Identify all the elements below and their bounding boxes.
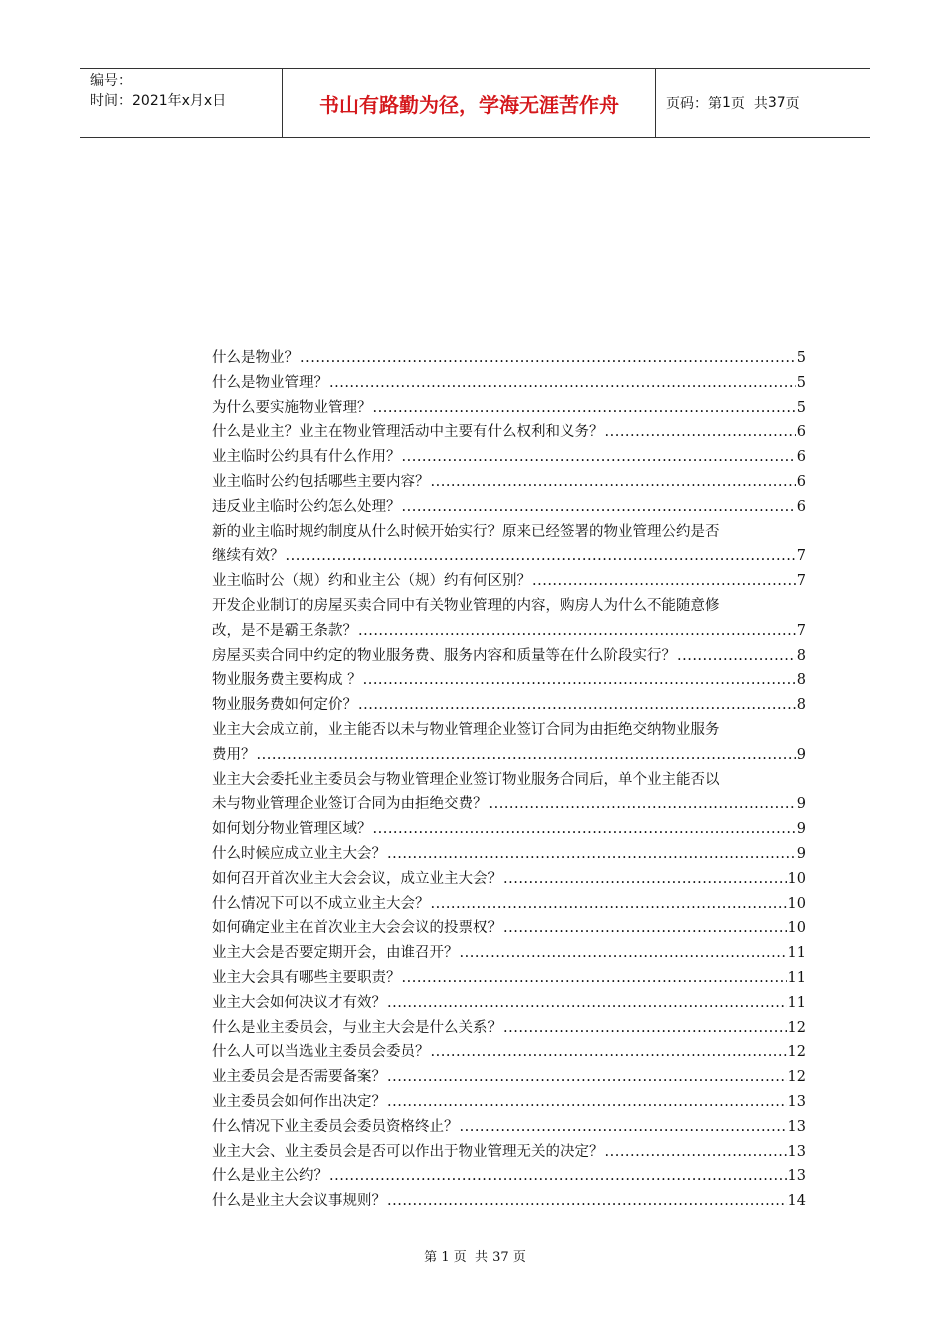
toc-entry-page: 9 — [796, 845, 806, 862]
toc-entry-title: 业主大会具有哪些主要职责？ — [212, 969, 401, 986]
toc-entry[interactable] — [212, 520, 806, 570]
toc-entry-line — [212, 544, 806, 569]
table-of-contents — [212, 346, 806, 1214]
toc-entry-page: 8 — [796, 672, 806, 689]
toc-entry[interactable] — [212, 644, 806, 669]
toc-entry-title: 业主大会是否要定期开会，由谁召开？ — [212, 945, 459, 962]
toc-entry-title: 什么时候应成立业主大会？ — [212, 845, 386, 862]
toc-entry-title: 如何确定业主在首次业主大会会议的投票权？ — [212, 920, 502, 937]
toc-entry-title: 改，是不是霸王条款？ — [212, 622, 357, 639]
toc-entry-title-first-line: 业主大会委托业主委员会与物业管理企业签订物业服务合同后，单个业主能否以 — [212, 771, 720, 788]
toc-entry-line — [212, 470, 806, 495]
toc-entry-line — [212, 396, 806, 421]
toc-entry-title: 物业服务费如何定价？ — [212, 697, 357, 714]
toc-entry-line — [212, 1065, 806, 1090]
toc-entry-page: 10 — [787, 895, 806, 912]
toc-entry-title-first-line: 开发企业制订的房屋买卖合同中有关物业管理的内容，购房人为什么不能随意修 — [212, 597, 720, 614]
toc-entry[interactable] — [212, 1164, 806, 1189]
toc-entry-page: 9 — [796, 746, 806, 763]
toc-entry-line — [212, 644, 806, 669]
toc-entry-title: 什么是业主公约？ — [212, 1168, 328, 1185]
toc-dot-leader — [605, 1140, 787, 1165]
toc-entry[interactable] — [212, 916, 806, 941]
page-prefix: 页码：第 — [666, 96, 722, 112]
toc-entry-page: 7 — [796, 573, 806, 590]
toc-entry[interactable] — [212, 867, 806, 892]
footer-suffix: 页 — [512, 1250, 526, 1265]
toc-entry-page: 7 — [796, 548, 806, 565]
toc-entry-line — [212, 445, 806, 470]
toc-dot-leader — [373, 817, 796, 842]
toc-entry-page: 10 — [787, 870, 806, 887]
header-motto-cell — [283, 69, 656, 137]
page-number: 1 — [722, 95, 731, 111]
page-header — [80, 68, 870, 138]
toc-entry-line — [212, 1040, 806, 1065]
toc-entry-line — [212, 792, 806, 817]
toc-dot-leader — [363, 668, 796, 693]
toc-dot-leader — [387, 1189, 787, 1214]
toc-entry-line — [212, 892, 806, 917]
toc-entry-line — [212, 991, 806, 1016]
toc-entry-page: 8 — [796, 647, 806, 664]
page-suffix: 页 — [785, 96, 800, 112]
toc-entry[interactable] — [212, 892, 806, 917]
toc-entry[interactable] — [212, 966, 806, 991]
toc-dot-leader — [402, 495, 796, 520]
toc-entry-page: 6 — [796, 449, 806, 466]
footer-mid: 页 共 — [453, 1250, 488, 1265]
page-footer — [0, 1246, 950, 1265]
toc-entry-line — [212, 346, 806, 371]
toc-dot-leader — [460, 1115, 787, 1140]
toc-entry[interactable] — [212, 1065, 806, 1090]
toc-dot-leader — [358, 619, 796, 644]
toc-entry-title: 继续有效？ — [212, 548, 285, 565]
toc-dot-leader — [373, 396, 796, 421]
toc-entry-line — [212, 1189, 806, 1214]
toc-entry[interactable] — [212, 495, 806, 520]
toc-entry[interactable] — [212, 718, 806, 768]
toc-entry-page: 5 — [796, 399, 806, 416]
toc-entry-title: 什么是物业管理？ — [212, 374, 328, 391]
footer-prefix: 第 — [424, 1250, 438, 1265]
toc-entry-title: 什么情况下业主委员会委员资格终止？ — [212, 1118, 459, 1135]
toc-entry-line — [212, 619, 806, 644]
toc-entry-page: 13 — [787, 1168, 806, 1185]
toc-entry-page: 5 — [796, 374, 806, 391]
toc-entry[interactable] — [212, 569, 806, 594]
toc-dot-leader — [286, 544, 796, 569]
time-label: 时间：2021年x月x日 — [90, 93, 227, 109]
toc-dot-leader — [387, 1090, 787, 1115]
toc-entry-line — [212, 1164, 806, 1189]
toc-entry-line — [212, 842, 806, 867]
toc-dot-leader — [503, 916, 787, 941]
toc-entry-page: 14 — [787, 1193, 806, 1210]
toc-dot-leader — [387, 991, 787, 1016]
toc-entry-title: 如何划分物业管理区域？ — [212, 821, 372, 838]
page-mid: 页 共 — [730, 96, 768, 112]
page-total: 37 — [767, 95, 786, 111]
toc-entry-page: 9 — [796, 796, 806, 813]
toc-entry-line — [212, 1140, 806, 1165]
toc-entry-page: 13 — [787, 1143, 806, 1160]
toc-entry-title: 业主临时公（规）约和业主公（规）约有何区别？ — [212, 573, 531, 590]
toc-dot-leader — [402, 445, 796, 470]
toc-dot-leader — [677, 644, 796, 669]
toc-entry[interactable] — [212, 1140, 806, 1165]
toc-entry[interactable] — [212, 668, 806, 693]
toc-entry-page: 9 — [796, 821, 806, 838]
header-meta-cell — [80, 69, 283, 137]
toc-entry-page: 12 — [787, 1019, 806, 1036]
toc-entry-line — [212, 668, 806, 693]
toc-dot-leader — [431, 1040, 787, 1065]
toc-entry-title: 费用？ — [212, 746, 256, 763]
toc-entry-title: 如何召开首次业主大会会议，成立业主大会？ — [212, 870, 502, 887]
toc-entry-title: 业主委员会如何作出决定？ — [212, 1093, 386, 1110]
toc-entry-page: 5 — [796, 350, 806, 366]
toc-entry-line — [212, 1016, 806, 1041]
toc-dot-leader — [300, 346, 796, 371]
toc-entry-title: 业主大会、业主委员会是否可以作出于物业管理无关的决定？ — [212, 1143, 604, 1160]
toc-entry-line — [212, 867, 806, 892]
toc-dot-leader — [503, 867, 787, 892]
toc-entry-title: 业主临时公约具有什么作用？ — [212, 449, 401, 466]
toc-dot-leader — [431, 892, 787, 917]
toc-entry[interactable] — [212, 842, 806, 867]
toc-entry[interactable] — [212, 1016, 806, 1041]
toc-entry-page: 13 — [787, 1118, 806, 1135]
toc-entry-title: 为什么要实施物业管理？ — [212, 399, 372, 416]
toc-entry[interactable] — [212, 693, 806, 718]
toc-entry-line — [212, 693, 806, 718]
toc-entry-page: 6 — [796, 498, 806, 515]
toc-entry-line — [212, 916, 806, 941]
toc-entry-title: 业主大会如何决议才有效？ — [212, 994, 386, 1011]
toc-entry-title-first-line: 业主大会成立前，业主能否以未与物业管理企业签订合同为由拒绝交纳物业服务 — [212, 721, 720, 738]
toc-entry[interactable] — [212, 941, 806, 966]
toc-entry[interactable] — [212, 1090, 806, 1115]
toc-entry-title: 什么是业主大会议事规则？ — [212, 1193, 386, 1210]
toc-entry[interactable] — [212, 768, 806, 818]
toc-entry[interactable] — [212, 991, 806, 1016]
toc-entry-page: 12 — [787, 1044, 806, 1061]
toc-dot-leader — [329, 371, 796, 396]
toc-entry-page: 8 — [796, 697, 806, 714]
code-label: 编号： — [90, 73, 132, 89]
toc-entry-title: 业主委员会是否需要备案？ — [212, 1069, 386, 1086]
toc-entry[interactable] — [212, 420, 806, 445]
toc-entry[interactable] — [212, 371, 806, 396]
toc-entry-page: 11 — [787, 969, 806, 986]
toc-entry-line — [212, 817, 806, 842]
toc-entry-line — [212, 569, 806, 594]
toc-entry[interactable] — [212, 445, 806, 470]
motto-text: 书山有路勤为径，学海无涯苦作舟 — [319, 92, 619, 117]
toc-entry-title: 业主临时公约包括哪些主要内容？ — [212, 473, 430, 490]
toc-dot-leader — [460, 941, 787, 966]
toc-entry-title: 什么是业主委员会，与业主大会是什么关系？ — [212, 1019, 502, 1036]
toc-dot-leader — [358, 693, 796, 718]
toc-entry[interactable] — [212, 817, 806, 842]
toc-entry-title: 未与物业管理企业签订合同为由拒绝交费？ — [212, 796, 488, 813]
toc-entry[interactable] — [212, 1189, 806, 1214]
toc-entry-page: 6 — [796, 424, 806, 441]
toc-entry-page: 11 — [787, 945, 806, 962]
toc-entry[interactable] — [212, 594, 806, 644]
toc-dot-leader — [532, 569, 796, 594]
toc-entry-title: 违反业主临时公约怎么处理？ — [212, 498, 401, 515]
toc-dot-leader — [387, 1065, 787, 1090]
toc-dot-leader — [489, 792, 796, 817]
toc-entry-page: 10 — [787, 920, 806, 937]
toc-entry-title: 房屋买卖合同中约定的物业服务费、服务内容和质量等在什么阶段实行？ — [212, 647, 676, 664]
toc-entry-line — [212, 1090, 806, 1115]
toc-entry-title: 什么情况下可以不成立业主大会？ — [212, 895, 430, 912]
footer-total: 37 — [492, 1250, 509, 1265]
toc-dot-leader — [402, 966, 787, 991]
toc-entry-line — [212, 966, 806, 991]
toc-dot-leader — [605, 420, 796, 445]
toc-dot-leader — [257, 743, 796, 768]
toc-entry-title: 物业服务费主要构成 ？ — [212, 672, 362, 689]
toc-entry[interactable] — [212, 396, 806, 421]
toc-entry-page: 13 — [787, 1093, 806, 1110]
toc-entry-title-first-line: 新的业主临时规约制度从什么时候开始实行？原来已经签署的物业管理公约是否 — [212, 523, 720, 540]
toc-entry-page: 6 — [796, 473, 806, 490]
toc-entry-title: 什么人可以当选业主委员会委员？ — [212, 1044, 430, 1061]
toc-dot-leader — [503, 1016, 787, 1041]
toc-entry[interactable] — [212, 346, 806, 371]
footer-page: 1 — [441, 1250, 450, 1265]
toc-entry-title: 什么是物业？ — [212, 350, 299, 366]
toc-dot-leader — [329, 1164, 787, 1189]
toc-entry-page: 7 — [796, 622, 806, 639]
toc-entry[interactable] — [212, 1040, 806, 1065]
toc-entry-line — [212, 743, 806, 768]
toc-entry-page: 12 — [787, 1069, 806, 1086]
toc-entry-line — [212, 941, 806, 966]
header-page-cell — [656, 69, 870, 137]
toc-entry-page: 11 — [787, 994, 806, 1011]
toc-entry-line — [212, 1115, 806, 1140]
toc-entry-title: 什么是业主？业主在物业管理活动中主要有什么权利和义务？ — [212, 424, 604, 441]
toc-dot-leader — [387, 842, 796, 867]
toc-entry[interactable] — [212, 1115, 806, 1140]
toc-entry-line — [212, 371, 806, 396]
toc-entry-line — [212, 495, 806, 520]
toc-entry-line — [212, 420, 806, 445]
toc-dot-leader — [431, 470, 796, 495]
toc-entry[interactable] — [212, 470, 806, 495]
